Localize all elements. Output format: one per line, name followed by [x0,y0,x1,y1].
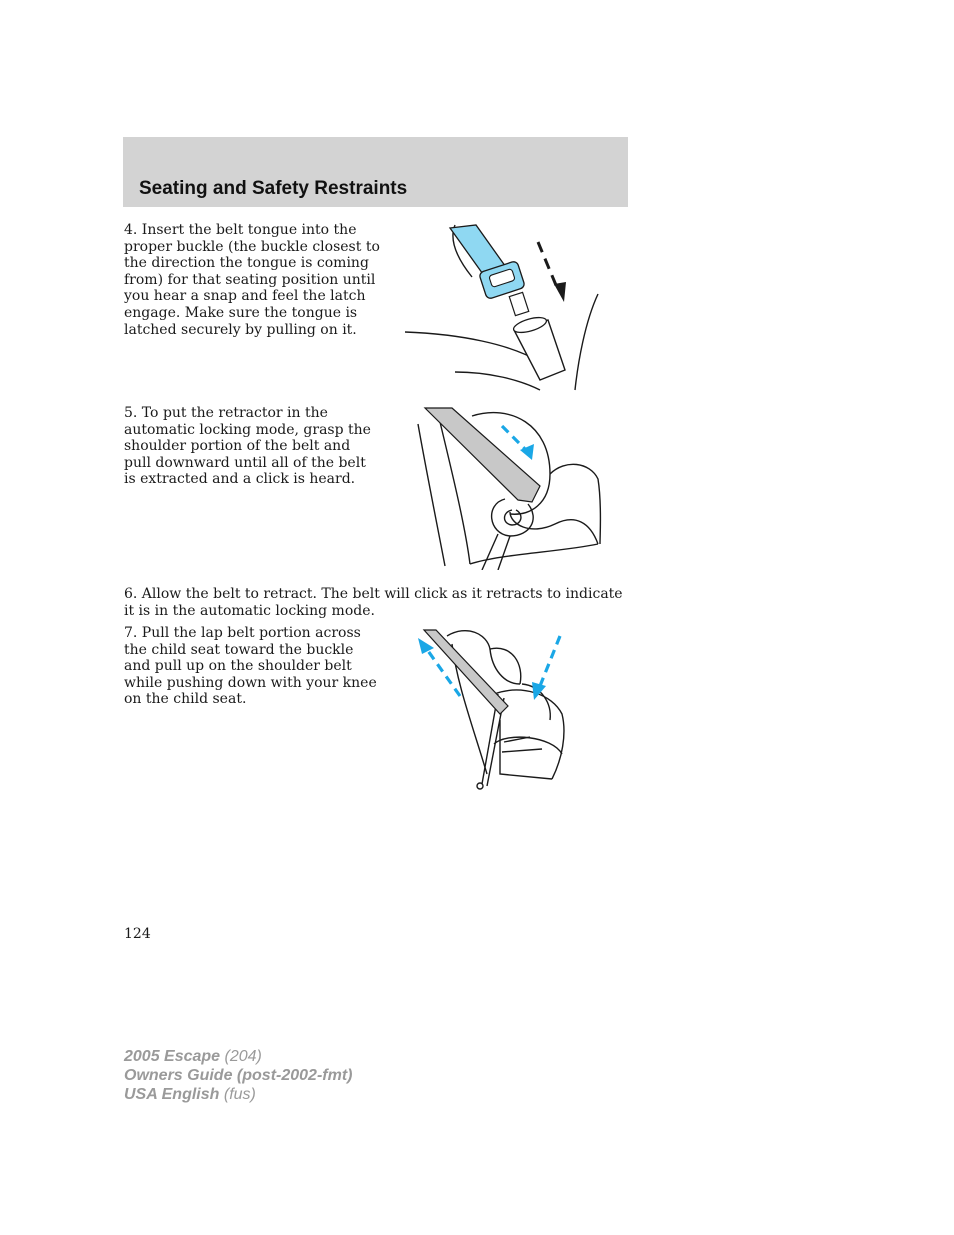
footer-line-1: 2005 Escape (204) [124,1048,262,1065]
footer-line-3: USA English (fus) [124,1086,256,1103]
step-7-text: 7. Pull the lap belt portion across the child seat toward the buckle and pull up on the shoulder belt while pushing down with your knee on the child seat. [124,625,377,708]
retractor-locking-illustration [410,404,605,570]
section-title: Seating and Safety Restraints [139,178,408,199]
page-number: 124 [124,926,151,942]
step-5-text: 5. To put the retractor in the automatic locking mode, grasp the shoulder portion of the belt and pull downward until all of the belt is extracted and a click is heard. [124,405,371,488]
lap-belt-tighten-illustration [412,624,574,792]
step-4-text: 4. Insert the belt tongue into the proper buckle (the buckle closest to the direction the tongue is coming from) for that seating position until you hear a snap and feel the latch engage. Make sure the tongue is latched securely by pulling on it. [124,222,380,338]
step-6-text: 6. Allow the belt to retract. The belt will click as it retracts to indicate it is in the automatic locking mode. [124,586,623,619]
document-footer [124,1047,352,1104]
footer-line-2: Owners Guide (post-2002-fmt) [124,1067,353,1084]
buckle-insert-illustration [400,222,610,394]
